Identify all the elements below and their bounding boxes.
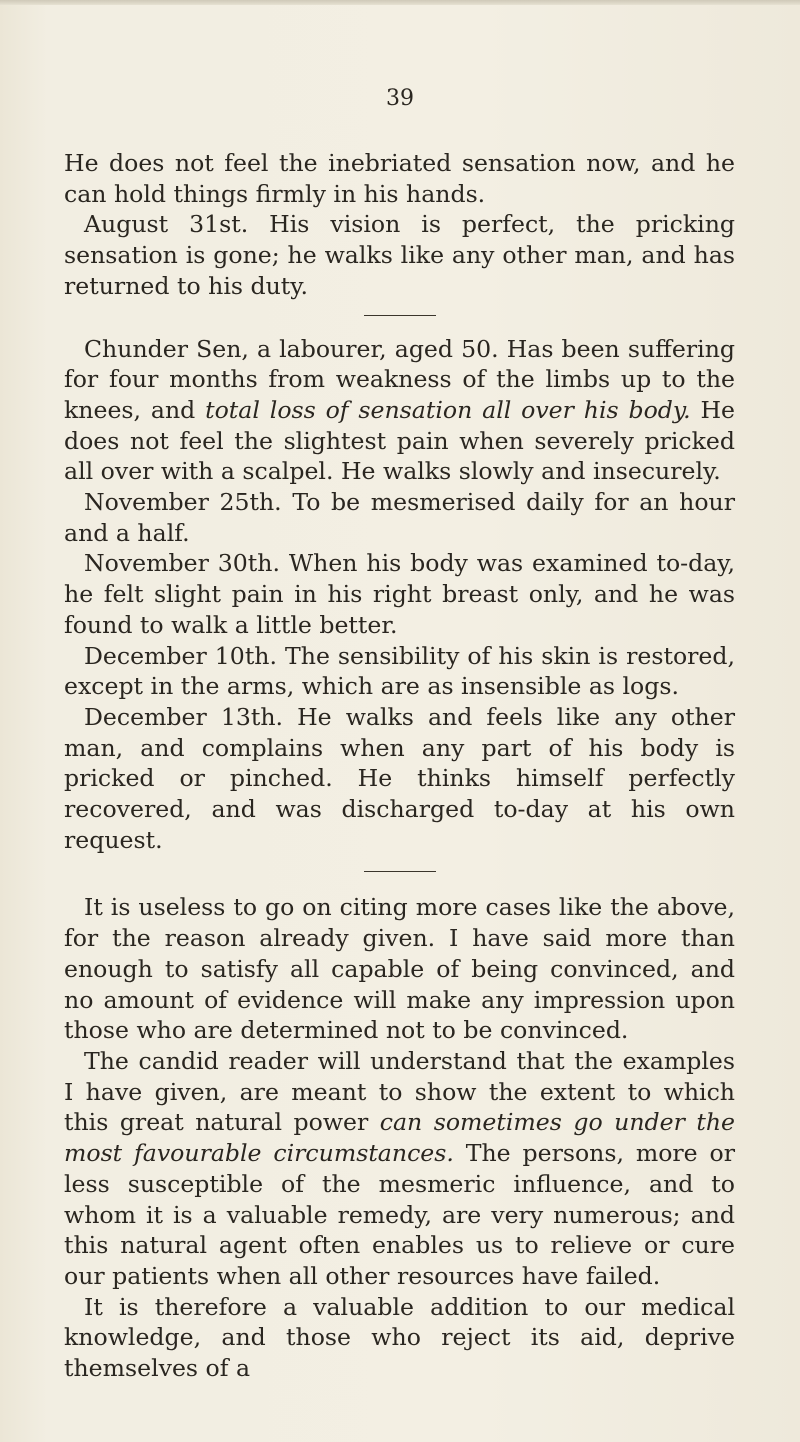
paragraph-december-10: December 10th. The sensibility of his skin is restored, except in the arms, which are as insensible as logs. (64, 641, 735, 701)
paragraph-case-intro (64, 334, 735, 488)
paragraph-august-31: August 31st. His vision is perfect, the pricking sensation is gone; he walks like any other man, and has returned to his duty. (64, 210, 735, 300)
page-number: 39 (386, 86, 414, 111)
case-intro-text-end: He does not feel the slightest pain when severely pricked all over with a scalpel. He walks slowly and insecurely. (64, 395, 736, 486)
paragraph-valuable-addition: It is therefore a valuable addition to our medical knowledge, and those who reject its aid, deprive themselves of a (64, 1292, 735, 1383)
paragraph-candid-reader (64, 1046, 735, 1292)
paragraph-useless-citing: It is useless to go on citing more cases like the above, for the reason already given. I have said more than enough to satisfy all capable of being convinced, and no amount of evidence will make any impression upon those who are determined not to be convinced. (64, 893, 735, 1045)
case-intro-text: Chunder Sen, a labourer, aged 50. Has been suffering for four months from weakness of the limbs up to the knees, and (64, 334, 735, 424)
section-divider (364, 315, 436, 316)
paragraph-continuation: He does not feel the inebriated sensation now, and he can hold things firmly in his hands. (64, 149, 735, 208)
body-text (64, 148, 735, 1384)
paragraph-november-30: November 30th. When his body was examined to-day, he felt slight pain in his right breast only, and he was found to walk a little better. (64, 549, 735, 639)
candid-reader-text: The candid reader will understand that the examples I have given, are meant to show the extent to which this great natural power (64, 1046, 735, 1137)
candid-reader-text-end: The persons, more or less susceptible of the mesmeric influence, and to whom it is a valuable remedy, are very numerous; and this natural agent often enables us to relieve or cure our patients when all other resources have failed. (64, 1139, 736, 1290)
case-intro-emphasis: total loss of sensation all over his body. (205, 395, 691, 424)
section-divider (364, 871, 436, 872)
candid-reader-emphasis: can sometimes go under the most favourable circumstances. (64, 1108, 736, 1168)
paragraph-december-13: December 13th. He walks and feels like any other man, and complains when any part of his body is pricked or pinched. He thinks himself perfectly recovered, and was discharged to-day at his own request. (64, 702, 735, 854)
paragraph-november-25: November 25th. To be mesmerised daily for an hour and a half. (64, 488, 735, 547)
page-top-edge (0, 0, 800, 5)
